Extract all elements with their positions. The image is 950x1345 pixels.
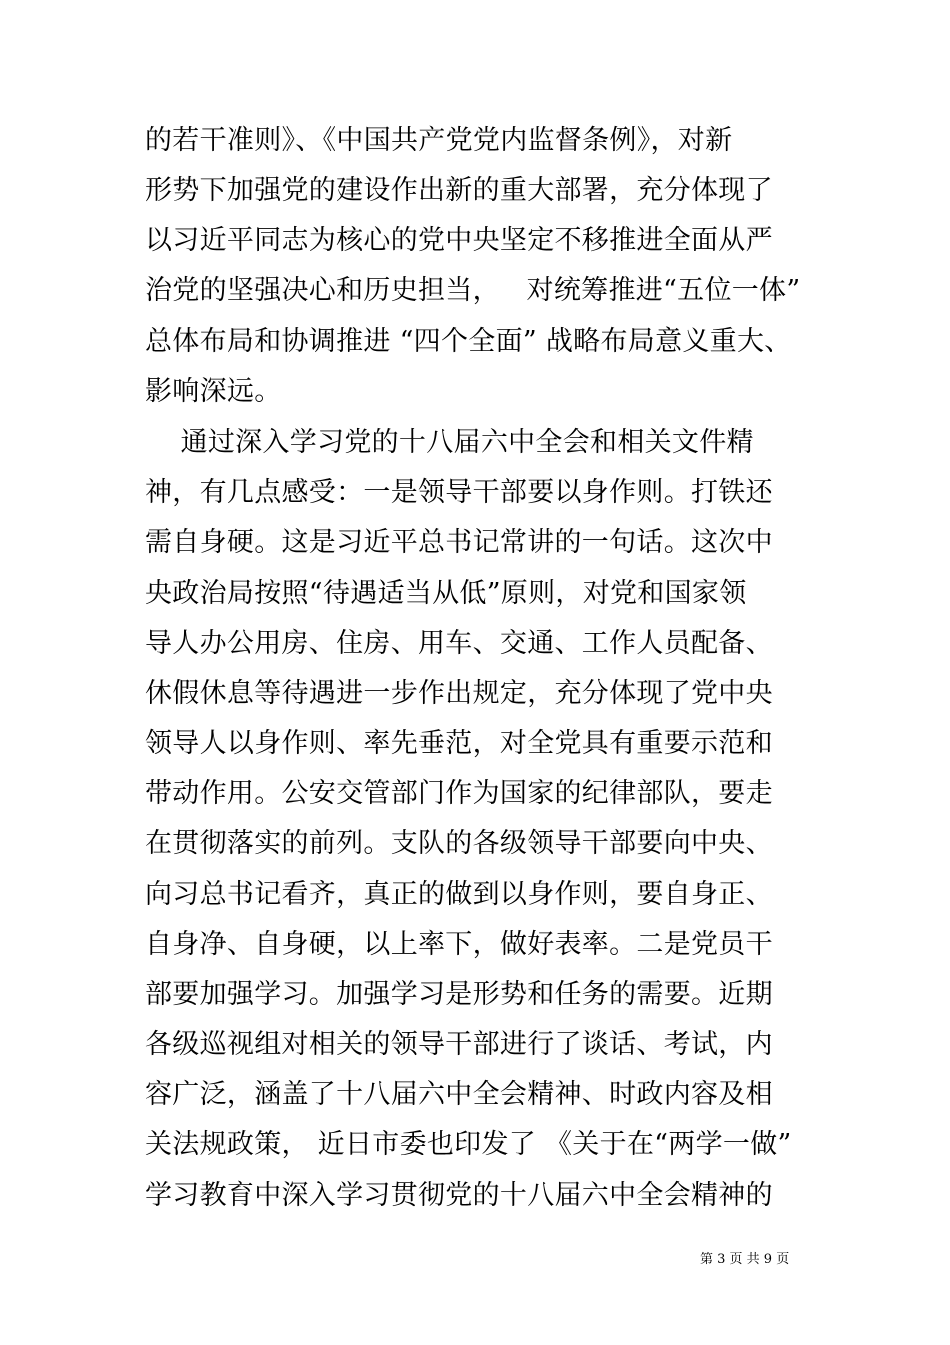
paragraph-line: 在贯彻落实的前列。支队的各级领导干部要向中央、 <box>145 828 773 859</box>
paragraph-line: 学习教育中深入学习贯彻党的十八届六中全会精神的 <box>145 1180 773 1211</box>
paragraph-line: 需自身硬。这是习近平总书记常讲的一句话。这次中 <box>145 527 773 558</box>
paragraph-line: 带动作用。公安交管部门作为国家的纪律部队，要走 <box>145 778 773 809</box>
paragraph-line: 神，有几点感受：一是领导干部要以身作则。打铁还 <box>145 477 773 508</box>
paragraph-line: 总体布局和协调推进 “四个全面” 战略布局意义重大、 <box>145 326 792 357</box>
paragraph-line: 向习总书记看齐，真正的做到以身作则，要自身正、 <box>145 879 773 910</box>
paragraph-line: 通过深入学习党的十八届六中全会和相关文件精 <box>145 427 754 458</box>
paragraph-line: 关法规政策， 近日市委也印发了 《关于在“两学一做” <box>145 1129 792 1160</box>
page-number-footer: 第 3 页 共 9 页 <box>700 1252 790 1267</box>
paragraph-line: 部要加强学习。加强学习是形势和任务的需要。近期 <box>145 979 773 1010</box>
paragraph-line: 自身净、自身硬，以上率下，做好表率。二是党员干 <box>145 929 773 960</box>
paragraph-line: 形势下加强党的建设作出新的重大部署，充分体现了 <box>145 175 773 206</box>
paragraph-line: 各级巡视组对相关的领导干部进行了谈话、考试，内 <box>145 1029 773 1060</box>
paragraph-line: 的若干准则》、《中国共产党党内监督条例》，对新 <box>145 125 733 156</box>
paragraph-line: 领导人以身作则、率先垂范，对全党具有重要示范和 <box>145 728 773 759</box>
paragraph-line: 央政治局按照“待遇适当从低”原则，对党和国家领 <box>145 578 747 609</box>
paragraph-line: 容广泛，涵盖了十八届六中全会精神、时政内容及相 <box>145 1079 773 1110</box>
paragraph-line: 影响深远。 <box>145 376 282 407</box>
paragraph-line: 以习近平同志为核心的党中央坚定不移推进全面从严 <box>145 225 773 256</box>
paragraph-line: 休假休息等待遇进一步作出规定，充分体现了党中央 <box>145 678 773 709</box>
paragraph-line: 治党的坚强决心和历史担当， 对统筹推进“五位一体” <box>145 275 801 306</box>
paragraph-line: 导人办公用房、住房、用车、交通、工作人员配备、 <box>145 628 773 659</box>
